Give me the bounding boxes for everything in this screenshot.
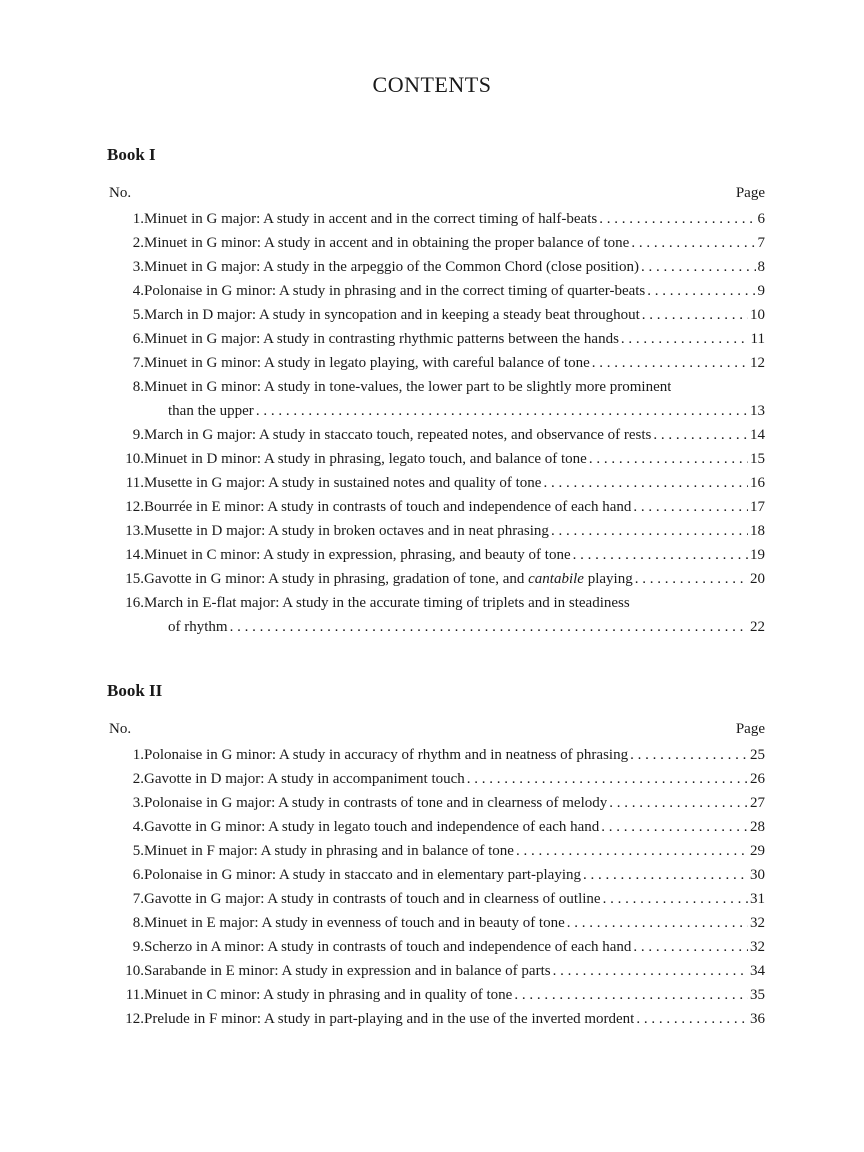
entry-title: Minuet in G major: A study in contrasting rhythmic patterns between the hands [144, 331, 619, 347]
entry-body [144, 591, 765, 639]
entry-page-number: 17 [750, 499, 765, 515]
entry-page-number: 31 [750, 891, 765, 907]
entry-number-cell [107, 863, 144, 887]
entry-title: Musette in G major: A study in sustained notes and quality of tone [144, 475, 542, 491]
entry-number: 9. [132, 427, 144, 443]
entry-page-number: 29 [750, 843, 765, 859]
entry-number-cell [107, 327, 144, 351]
entry-line [144, 911, 765, 935]
dot-leader [633, 935, 748, 959]
entry-title-continued: than the upper [168, 403, 254, 419]
entry-number-cell [107, 887, 144, 911]
entry-page-number: 16 [750, 475, 765, 491]
dot-leader [567, 911, 748, 935]
entry-page-number: 9 [757, 283, 765, 299]
dot-leader [631, 231, 755, 255]
entry-title: Minuet in D minor: A study in phrasing, legato touch, and balance of tone [144, 451, 587, 467]
entry-body [144, 207, 765, 231]
entry-line [144, 303, 765, 327]
entry-page-number: 22 [750, 619, 765, 635]
entry-line [144, 959, 765, 983]
entry-number-cell [107, 959, 144, 983]
entry-number-cell [107, 303, 144, 327]
entry-number: 11. [125, 987, 144, 1003]
entry-number: 8. [132, 379, 144, 395]
entry-body [144, 495, 765, 519]
entry-number: 10. [125, 963, 144, 979]
entry-body [144, 839, 765, 863]
entry-number: 2. [132, 235, 144, 251]
column-header-book-2 [109, 721, 765, 738]
entry-number: 2. [132, 771, 144, 787]
entry-page-number: 11 [750, 331, 765, 347]
entry-title-italic: cantabile [528, 571, 584, 587]
entry-number: 16. [125, 595, 144, 611]
entry-page-number: 8 [757, 259, 765, 275]
entry-number: 14. [125, 547, 144, 563]
entry-title: Polonaise in G minor: A study in staccato and in elementary part-playing [144, 867, 581, 883]
entry-number: 1. [132, 211, 144, 227]
entry-body [144, 791, 765, 815]
dot-leader [467, 767, 748, 791]
toc-entry[interactable] [107, 375, 765, 423]
dot-leader [636, 1007, 748, 1031]
entry-number: 13. [125, 523, 144, 539]
toc-entry[interactable] [107, 255, 765, 279]
entry-title: Polonaise in G minor: A study in accuracy of rhythm and in neatness of phrasing [144, 747, 629, 763]
entry-page-number: 7 [757, 235, 765, 251]
toc-entry[interactable] [107, 935, 765, 959]
entry-line [144, 447, 765, 471]
dot-leader [256, 399, 748, 423]
dot-leader [635, 567, 748, 591]
dot-leader [589, 447, 748, 471]
column-page-label: Page [735, 185, 765, 201]
entry-line [144, 743, 765, 767]
entry-number: 7. [132, 355, 144, 371]
entry-page-number: 28 [750, 819, 765, 835]
entry-number-cell [107, 255, 144, 279]
entry-line [144, 207, 765, 231]
entry-page-number: 6 [757, 211, 765, 227]
entry-body [144, 279, 765, 303]
entry-page-number: 35 [750, 987, 765, 1003]
entry-page-number: 32 [750, 939, 765, 955]
entry-number-cell [107, 591, 144, 639]
toc-entry[interactable] [107, 519, 765, 543]
entry-title: Scherzo in A minor: A study in contrasts of touch and independence of each hand [144, 939, 632, 955]
entry-number: 8. [132, 915, 144, 931]
toc-entry[interactable] [107, 351, 765, 375]
entry-title: Minuet in G major: A study in the arpeggio of the Common Chord (close position) [144, 259, 639, 275]
entry-line [144, 887, 765, 911]
toc-entry[interactable] [107, 863, 765, 887]
entry-line [144, 935, 765, 959]
entry-body [144, 255, 765, 279]
entry-title: Bourrée in E minor: A study in contrasts of touch and independence of each hand [144, 499, 632, 515]
entry-line [144, 839, 765, 863]
entry-title: Polonaise in G minor: A study in phrasing and in the correct timing of quarter-beats [144, 283, 646, 299]
entry-number-cell [107, 935, 144, 959]
entry-line [144, 543, 765, 567]
entry-line [144, 423, 765, 447]
entry-number: 9. [132, 939, 144, 955]
toc-entry[interactable] [107, 231, 765, 255]
entry-title: Minuet in G major: A study in accent and in the correct timing of half-beats [144, 211, 598, 227]
entry-body [144, 863, 765, 887]
entry-number: 15. [125, 571, 144, 587]
entry-line [144, 519, 765, 543]
entry-title: Gavotte in G minor: A study in phrasing, gradation of tone, and [144, 571, 525, 587]
entry-line [144, 375, 765, 399]
entry-page-number: 15 [750, 451, 765, 467]
entry-number: 11. [125, 475, 144, 491]
entry-line [144, 815, 765, 839]
entry-number-cell [107, 519, 144, 543]
toc-entry[interactable] [107, 767, 765, 791]
toc-entry[interactable] [107, 303, 765, 327]
entry-title-after: playing [587, 571, 633, 587]
book-heading-1: Book I [107, 145, 156, 164]
entry-page-number: 26 [750, 771, 765, 787]
toc-list-book-1 [107, 207, 765, 639]
entry-number: 1. [132, 747, 144, 763]
column-header-book-1 [109, 185, 765, 202]
entry-page-number: 20 [750, 571, 765, 587]
toc-entry[interactable] [107, 279, 765, 303]
entry-number-cell [107, 495, 144, 519]
column-page-label: Page [735, 721, 765, 737]
toc-entry[interactable] [107, 423, 765, 447]
dot-leader [551, 519, 748, 543]
dot-leader [514, 983, 748, 1007]
entry-line [144, 983, 765, 1007]
entry-body [144, 959, 765, 983]
entry-line [144, 591, 765, 615]
dot-leader [553, 959, 748, 983]
toc-entry[interactable] [107, 791, 765, 815]
entry-number: 12. [125, 499, 144, 515]
entry-number-cell [107, 351, 144, 375]
entry-line [144, 471, 765, 495]
entry-number-cell [107, 471, 144, 495]
entry-title: Minuet in G minor: A study in tone-values, the lower part to be slightly more prominent [144, 379, 672, 395]
toc-entry[interactable] [107, 447, 765, 471]
dot-leader [601, 815, 748, 839]
entry-number: 7. [132, 891, 144, 907]
entry-line [144, 791, 765, 815]
entry-page-number: 27 [750, 795, 765, 811]
dot-leader [647, 279, 755, 303]
entry-body [144, 887, 765, 911]
column-no-label: No. [109, 721, 132, 737]
dot-leader [642, 303, 748, 327]
entry-body [144, 519, 765, 543]
entry-body [144, 375, 765, 423]
entry-number-cell [107, 423, 144, 447]
entry-title: Minuet in E major: A study in evenness of touch and in beauty of tone [144, 915, 565, 931]
entry-title: Minuet in G minor: A study in legato playing, with careful balance of tone [144, 355, 590, 371]
entry-title: Prelude in F minor: A study in part-playing and in the use of the inverted mordent [144, 1011, 635, 1027]
entry-body [144, 767, 765, 791]
entry-number: 4. [132, 283, 144, 299]
entry-page-number: 25 [750, 747, 765, 763]
dot-leader [630, 743, 748, 767]
entry-line [144, 279, 765, 303]
entry-body [144, 911, 765, 935]
toc-entry[interactable] [107, 983, 765, 1007]
entry-number-cell [107, 767, 144, 791]
entry-title: Gavotte in G minor: A study in legato touch and independence of each hand [144, 819, 600, 835]
toc-entry[interactable] [107, 471, 765, 495]
entry-number: 4. [132, 819, 144, 835]
entry-number-cell [107, 207, 144, 231]
entry-title: Minuet in C minor: A study in expression, phrasing, and beauty of tone [144, 547, 571, 563]
entry-line [144, 567, 765, 591]
entry-line-continued [144, 615, 765, 639]
entry-title: Gavotte in D major: A study in accompaniment touch [144, 771, 465, 787]
entry-body [144, 423, 765, 447]
entry-number: 5. [132, 307, 144, 323]
entry-title-continued: of rhythm [168, 619, 228, 635]
entry-page-number: 12 [750, 355, 765, 371]
entry-body [144, 935, 765, 959]
entry-number-cell [107, 983, 144, 1007]
toc-entry[interactable] [107, 839, 765, 863]
entry-number-cell [107, 375, 144, 423]
entry-title: Minuet in C minor: A study in phrasing and in quality of tone [144, 987, 513, 1003]
entry-title: Musette in D major: A study in broken octaves and in neat phrasing [144, 523, 549, 539]
entry-number: 5. [132, 843, 144, 859]
entry-number-cell [107, 839, 144, 863]
toc-entry[interactable] [107, 495, 765, 519]
book-heading-2: Book II [107, 681, 163, 700]
entry-page-number: 14 [750, 427, 765, 443]
entry-title: Minuet in G minor: A study in accent and in obtaining the proper balance of tone [144, 235, 630, 251]
entry-body [144, 351, 765, 375]
entry-line [144, 1007, 765, 1031]
entry-number-cell [107, 543, 144, 567]
column-no-label: No. [109, 185, 132, 201]
entry-body [144, 815, 765, 839]
entry-title: Sarabande in E minor: A study in expression and in balance of parts [144, 963, 551, 979]
entry-title: March in G major: A study in staccato touch, repeated notes, and observance of rests [144, 427, 652, 443]
entry-body [144, 231, 765, 255]
entry-number-cell [107, 447, 144, 471]
toc-entry[interactable] [107, 567, 765, 591]
entry-number: 3. [132, 259, 144, 275]
entry-line [144, 351, 765, 375]
entry-number-cell [107, 791, 144, 815]
entry-body [144, 1007, 765, 1031]
toc-entry[interactable] [107, 959, 765, 983]
toc-entry[interactable] [107, 207, 765, 231]
entry-number: 10. [125, 451, 144, 467]
entry-page-number: 10 [750, 307, 765, 323]
entry-number: 6. [132, 331, 144, 347]
entry-body [144, 983, 765, 1007]
entry-body [144, 303, 765, 327]
entry-number-cell [107, 1007, 144, 1031]
entry-line [144, 327, 765, 351]
dot-leader [230, 615, 748, 639]
toc-entry[interactable] [107, 887, 765, 911]
dot-leader [641, 255, 756, 279]
entry-number-cell [107, 279, 144, 303]
entry-title: Polonaise in G major: A study in contrasts of tone and in clearness of melody [144, 795, 608, 811]
entry-page-number: 30 [750, 867, 765, 883]
entry-number-cell [107, 815, 144, 839]
entry-number-cell [107, 911, 144, 935]
dot-leader [592, 351, 748, 375]
dot-leader [516, 839, 748, 863]
entry-number: 3. [132, 795, 144, 811]
entry-number-cell [107, 743, 144, 767]
entry-page-number: 34 [750, 963, 765, 979]
entry-page-number: 36 [750, 1011, 765, 1027]
entry-title: March in E-flat major: A study in the accurate timing of triplets and in steadiness [144, 595, 630, 611]
page-title: CONTENTS [372, 72, 492, 97]
entry-page-number: 19 [750, 547, 765, 563]
entry-line [144, 495, 765, 519]
dot-leader [573, 543, 748, 567]
toc-entry[interactable] [107, 591, 765, 639]
entry-line-continued [144, 399, 765, 423]
entry-number: 6. [132, 867, 144, 883]
toc-entry[interactable] [107, 815, 765, 839]
dot-leader [633, 495, 748, 519]
entry-line [144, 863, 765, 887]
dot-leader [609, 791, 748, 815]
entry-number: 12. [125, 1011, 144, 1027]
entry-body [144, 543, 765, 567]
entry-body [144, 743, 765, 767]
entry-page-number: 13 [750, 403, 765, 419]
entry-title: Gavotte in G major: A study in contrasts of touch and in clearness of outline [144, 891, 601, 907]
entry-body [144, 327, 765, 351]
entry-body [144, 567, 765, 591]
toc-list-book-2 [107, 743, 765, 1031]
entry-number-cell [107, 567, 144, 591]
entry-page-number: 32 [750, 915, 765, 931]
toc-entry[interactable] [107, 911, 765, 935]
entry-number-cell [107, 231, 144, 255]
toc-entry[interactable] [107, 327, 765, 351]
dot-leader [653, 423, 748, 447]
entry-line [144, 767, 765, 791]
entry-body [144, 471, 765, 495]
dot-leader [621, 327, 749, 351]
entry-title: March in D major: A study in syncopation and in keeping a steady beat throughout [144, 307, 640, 323]
dot-leader [603, 887, 748, 911]
entry-title: Minuet in F major: A study in phrasing and in balance of tone [144, 843, 514, 859]
dot-leader [543, 471, 748, 495]
toc-entry[interactable] [107, 743, 765, 767]
entry-line [144, 231, 765, 255]
entry-line [144, 255, 765, 279]
entry-body [144, 447, 765, 471]
entry-page-number: 18 [750, 523, 765, 539]
toc-entry[interactable] [107, 543, 765, 567]
toc-entry[interactable] [107, 1007, 765, 1031]
dot-leader [583, 863, 748, 887]
dot-leader [599, 207, 755, 231]
